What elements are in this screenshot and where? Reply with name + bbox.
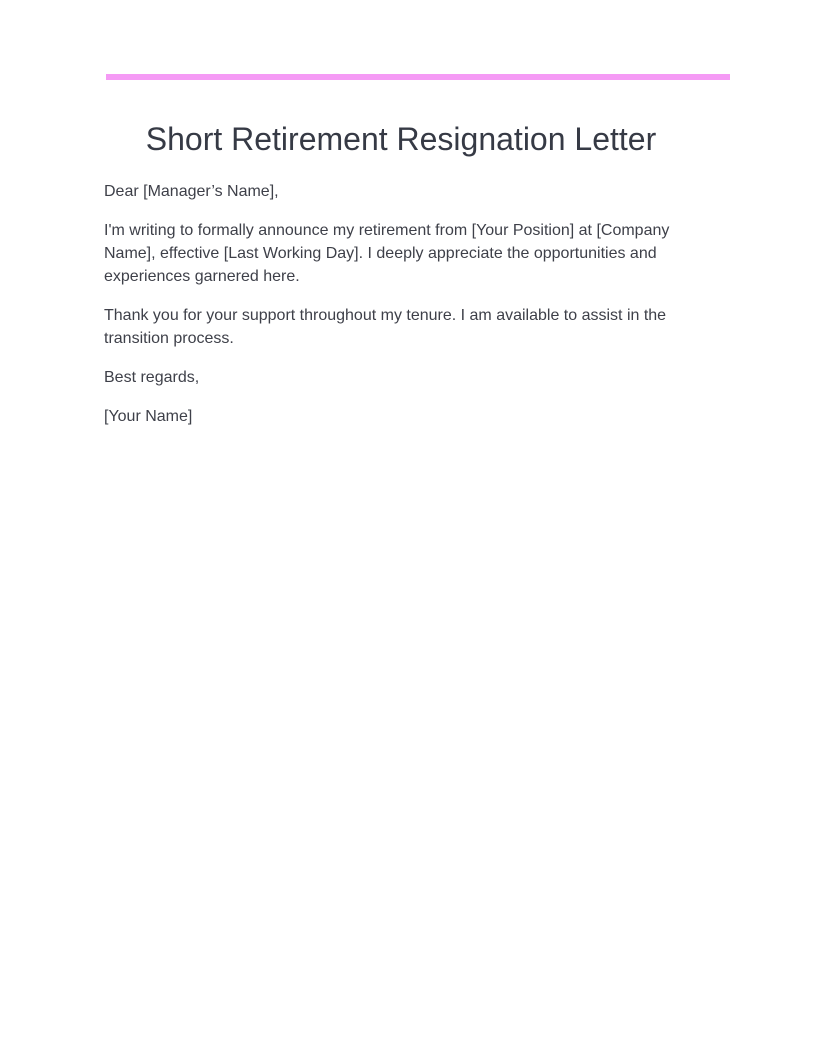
- salutation: Dear [Manager’s Name],: [104, 183, 279, 200]
- page-title: Short Retirement Resignation Letter: [145, 121, 657, 157]
- body-paragraph-2: Thank you for your support throughout my tenure. I am available to assist in the transition process.: [104, 307, 667, 347]
- letter-body: [104, 180, 684, 444]
- signature: [Your Name]: [104, 408, 193, 425]
- accent-bar: [106, 74, 730, 80]
- closing: Best regards,: [104, 369, 200, 386]
- body-paragraph-1: I'm writing to formally announce my retirement from [Your Position] at [Company Name], effective [Last Working Day]. I deeply appreciate the opportunities and experiences garnered here.: [104, 222, 670, 285]
